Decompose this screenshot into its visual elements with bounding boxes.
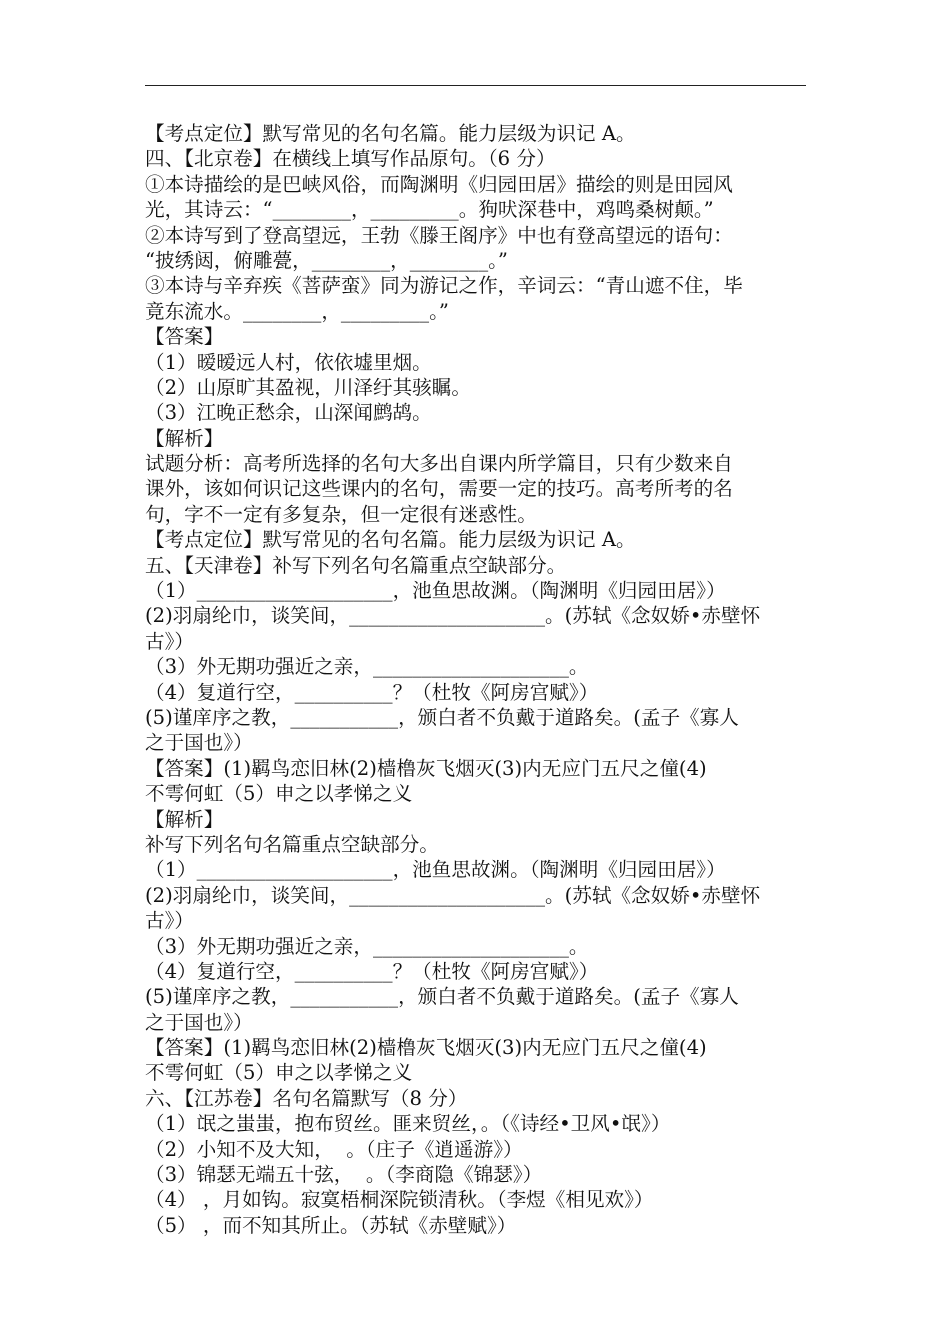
- text-line: 古》）: [145, 629, 194, 653]
- text-line: （3）外无期功强近之亲，____________________。: [145, 655, 589, 679]
- section-heading: 五、【天津卷】补写下列名句名篇重点空缺部分。: [145, 553, 567, 577]
- text-line: 不雩何虹（5）申之以孝悌之义: [145, 782, 413, 806]
- analysis-heading: 【解析】: [145, 807, 224, 831]
- header-rule: [145, 85, 806, 86]
- text-line: 试题分析：高考所选择的名句大多出自课内所学篇目，只有少数来自: [145, 452, 733, 476]
- text-line: 之于国也》）: [145, 731, 253, 755]
- text-line: “披绣闼，俯雕甍，________，________。”: [145, 248, 508, 272]
- text-line: 句，字不一定有多复杂，但一定很有迷惑性。: [145, 502, 537, 526]
- text-line: （3）外无期功强近之亲，____________________。: [145, 934, 589, 958]
- section-heading: 四、【北京卷】在横线上填写作品原句。（6 分）: [145, 147, 556, 171]
- text-line: 补写下列名句名篇重点空缺部分。: [145, 832, 439, 856]
- text-line: （1）____________________，池鱼思故渊。（陶渊明《归园田居》）: [145, 579, 726, 603]
- text-line: （3）江晚正愁余，山深闻鹧鸪。: [145, 401, 432, 425]
- text-line: （2）山原旷其盈视，川泽纡其骇瞩。: [145, 375, 471, 399]
- text-line: ②本诗写到了登高望远，王勃《滕王阁序》中也有登高望远的语句：: [145, 223, 733, 247]
- text-line: (2)羽扇纶巾，谈笑间，____________________。(苏轼《念奴娇•赤壁怀: [145, 883, 761, 907]
- text-line: （2）小知不及大知， 。（庄子《逍遥游》）: [145, 1137, 523, 1161]
- text-line: 【考点定位】默写常见的名句名篇。能力层级为识记 A。: [145, 528, 636, 552]
- text-line: ①本诗描绘的是巴峡风俗，而陶渊明《归园田居》描绘的则是田园风: [145, 172, 733, 196]
- text-line: (5)谨庠序之教，___________，颁白者不负戴于道路矣。(孟子《寡人: [145, 985, 739, 1009]
- text-line: 竟东流水。________，_________。”: [145, 299, 449, 323]
- text-line: （1）氓之蚩蚩，抱布贸丝。匪来贸丝，。（《诗经•卫风•氓》）: [145, 1112, 671, 1136]
- text-line: 【答案】(1)羁鸟恋旧林(2)樯橹灰飞烟灭(3)内无应门五尺之僮(4): [145, 1036, 707, 1060]
- text-line: （4）复道行空，__________？（杜牧《阿房宫赋》）: [145, 959, 599, 983]
- text-line: ③本诗与辛弃疾《菩萨蛮》同为游记之作，辛词云：“青山遮不住，毕: [145, 274, 743, 298]
- text-line: （1）____________________，池鱼思故渊。（陶渊明《归园田居》）: [145, 858, 726, 882]
- text-line: （3）锦瑟无端五十弦， 。（李商隐《锦瑟》）: [145, 1163, 543, 1187]
- text-line: （5） ，而不知其所止。（苏轼《赤壁赋》）: [145, 1213, 517, 1237]
- text-line: 不雩何虹（5）申之以孝悌之义: [145, 1061, 413, 1085]
- text-line: 【考点定位】默写常见的名句名篇。能力层级为识记 A。: [145, 122, 636, 145]
- section-heading: 六、【江苏卷】名句名篇默写（8 分）: [145, 1086, 468, 1110]
- text-line: 课外，该如何识记这些课内的名句，需要一定的技巧。高考所考的名: [145, 477, 733, 501]
- text-line: （4）复道行空，__________？（杜牧《阿房宫赋》）: [145, 680, 599, 704]
- analysis-heading: 【解析】: [145, 426, 224, 450]
- text-line: (5)谨庠序之教，___________，颁白者不负戴于道路矣。(孟子《寡人: [145, 705, 739, 729]
- text-line: 古》）: [145, 909, 194, 933]
- text-line: 【答案】(1)羁鸟恋旧林(2)樯橹灰飞烟灭(3)内无应门五尺之僮(4): [145, 756, 707, 780]
- text-line: 光，其诗云：“________，_________。狗吠深巷中，鸡鸣桑树颠。”: [145, 198, 714, 222]
- answer-heading: 【答案】: [145, 325, 224, 349]
- text-line: （1）暧暧远人村，依依墟里烟。: [145, 350, 432, 374]
- text-line: （4） ，月如钩。寂寞梧桐深院锁清秋。（李煜《相见欢》）: [145, 1188, 654, 1212]
- text-line: 之于国也》）: [145, 1010, 253, 1034]
- text-line: (2)羽扇纶巾，谈笑间，____________________。(苏轼《念奴娇•赤壁怀: [145, 604, 761, 628]
- document-body: [145, 121, 825, 1238]
